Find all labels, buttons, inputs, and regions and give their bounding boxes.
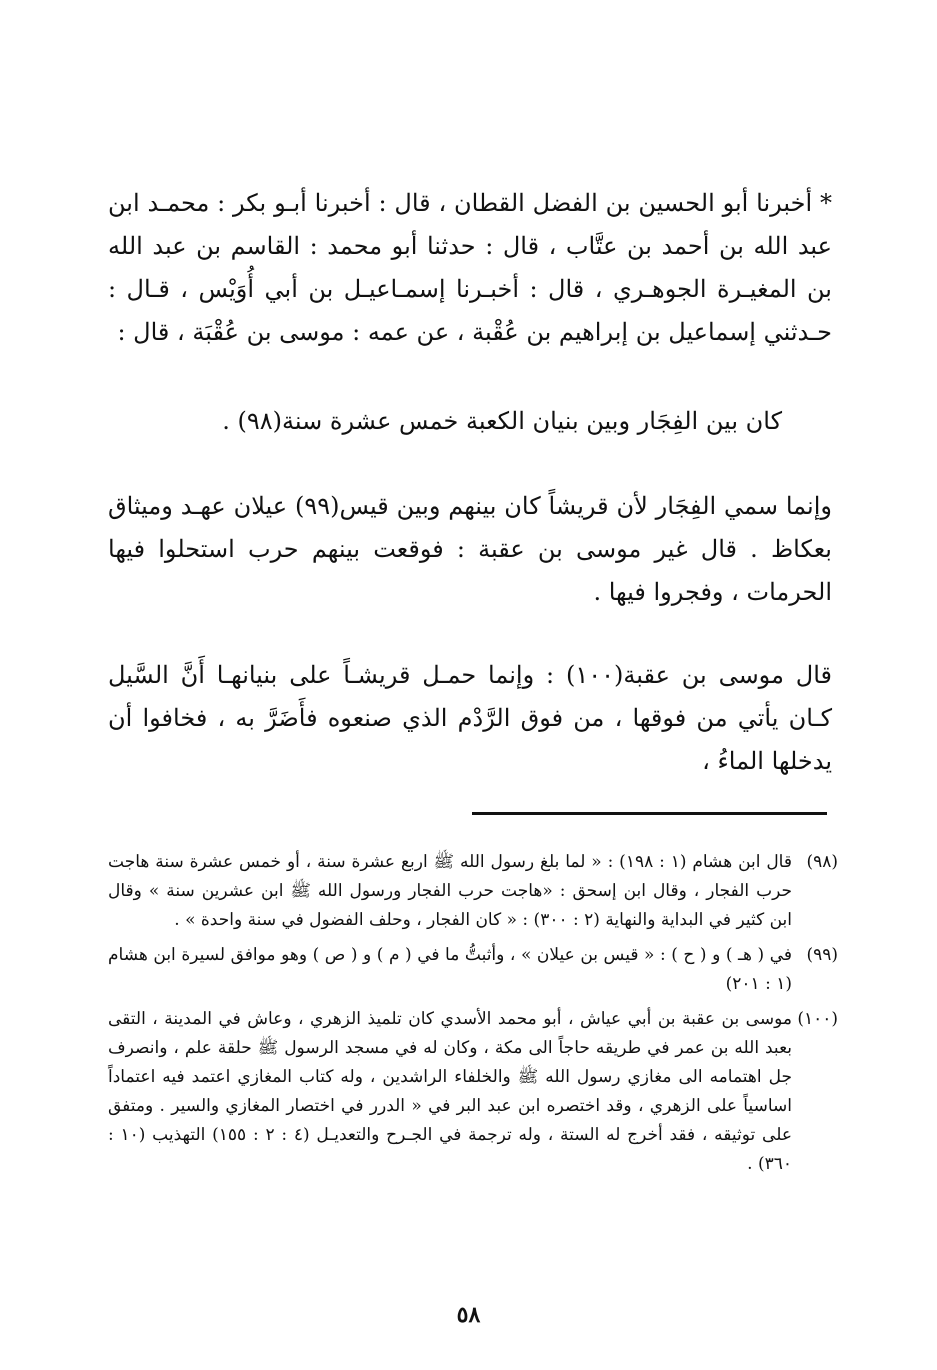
page-number: ٥٨ xyxy=(456,1302,481,1328)
main-text-isnad xyxy=(108,182,832,354)
main-text-fijar-naming xyxy=(108,485,832,614)
footnote-98 xyxy=(108,848,838,935)
footnote-number: (٩٨) xyxy=(806,852,838,872)
footnote-number: (٩٩) xyxy=(806,945,838,965)
footnote-text: موسى بن عقبة بن أبي عياش ، أبو محمد الأسدي كان تلميذ الزهري ، وعاش في المدينة ، التقى بعبد الله بن عمر في طريقه حاجاً الى مكة ، وكان له في مسجد الرسول ﷺ حلقة علم ، وانصرف جل اهتمامه الى مغازي رسول الله ﷺ والخلفاء الراشدين ، وله كتاب المغازي اعتمد فيه اعتماداً اساسياً على الزهري ، وقد اختصره ابن عبد البر في « الدرر في اختصار المغازي والسير . ومتفق على توثيقه ، فقد أخرج له الستة ، وله ترجمة في الجـرح والتعديـل (٤ : ٢ : ١٥٥) التهذيب (١٠ : ٣٦٠) . xyxy=(108,1009,792,1174)
footnote-text: في ( هـ ) و ( ح ) : « قيس بن عيلان » ، وأثبتُّ ما في ( م ) و ( ص ) وهو موافق لسيرة ابن هشام (١ : ٢٠١) xyxy=(108,945,792,994)
paragraph-fijar-period: كان بين الفِجَار وبين بنيان الكعبة خمس عشرة سنة(٩٨) . xyxy=(222,407,782,435)
footnote-separator xyxy=(472,812,827,815)
main-text-kaaba-building xyxy=(108,654,832,783)
footnotes xyxy=(108,848,838,1185)
main-text-fijar-period xyxy=(108,400,832,443)
footnote-number: (١٠٠) xyxy=(797,1009,838,1029)
paragraph-kaaba-building: قال موسى بن عقبة(١٠٠) : وإنما حمـل قريشـاً على بنيانهـا أَنَّ السَّيل كـان يأتي من فوقها ، من فوق الرَّدْم الذي صنعوه فأَضَرَّ به ، فخافوا أن يدخلها الماءُ ، xyxy=(108,661,833,775)
footnote-text: قال ابن هشام (١ : ١٩٨) : « لما بلغ رسول الله ﷺ اربع عشرة سنة ، أو خمس عشرة سنة هاجت حرب الفجار ، وقال ابن إسحق : «هاجت حرب الفجار ورسول الله ﷺ ابن عشرين سنة » وقال ابن كثير في البداية والنهاية (٢ : ٣٠٠) : « كان الفجار ، وحلف الفضول في سنة واحدة » . xyxy=(108,852,792,930)
paragraph-fijar-naming: وإنما سمي الفِجَار لأن قريشاً كان بينهم وبين قيس(٩٩) عيلان عهـد وميثاق بعكاظ . قال غير موسى بن عقبة : فوقعت بينهم حرب استحلوا فيها الحرمات ، وفجروا فيها . xyxy=(108,492,832,606)
paragraph-isnad: * أخبرنا أبو الحسين بن الفضل القطان ، قال : أخبرنا أبـو بكر : محمـد ابن عبد الله بن أحمد بن عتَّاب ، قال : حدثنا أبو محمد : القاسم بن عبد الله بن المغيـرة الجوهـري ، قال : أخبـرنا إسمـاعيـل بن أبي أُوَيْس ، قـال : حـدثني إسماعيل بن إبراهيم بن عُقْبة ، عن عمه : موسى بن عُقْبَة ، قال : xyxy=(108,189,832,346)
footnote-100 xyxy=(108,1005,838,1179)
footnote-99 xyxy=(108,941,838,999)
